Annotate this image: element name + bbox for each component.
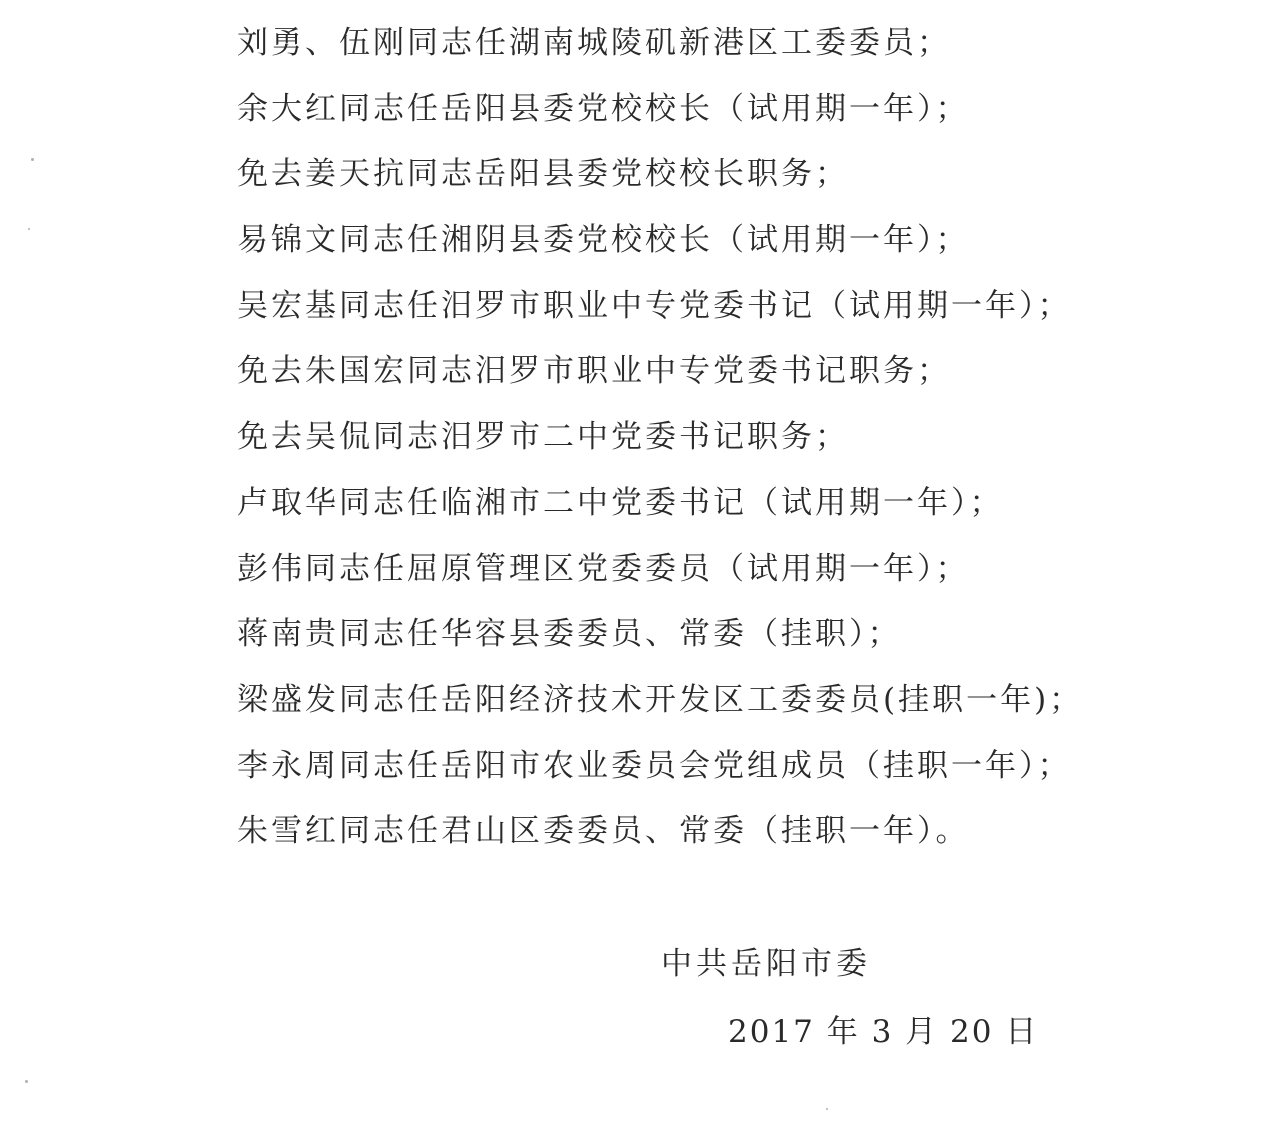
appointment-line: 朱雪红同志任君山区委委员、常委（挂职一年）。 [237,813,970,850]
appointment-line: 刘勇、伍刚同志任湖南城陵矶新港区工委委员； [237,25,951,61]
appointment-line: 免去吴侃同志汨罗市二中党委书记职务； [237,419,849,456]
appointment-line: 免去朱国宏同志汨罗市职业中专党委书记职务； [237,353,951,390]
scan-speck [31,158,34,161]
scan-speck [25,1080,28,1083]
appointment-line: 卢取华同志任临湘市二中党委书记（试用期一年）； [237,484,1004,521]
scan-speck [826,1108,828,1110]
appointment-line: 免去姜天抗同志岳阳县委党校校长职务； [237,156,849,193]
appointment-line: 蒋南贵同志任华容县委委员、常委（挂职）； [237,616,902,653]
appointment-line: 彭伟同志任屈原管理区党委委员（试用期一年）； [237,550,970,587]
signature-date: 2017 年 3 月 20 日 [728,1014,1039,1050]
scan-speck [28,228,30,230]
appointment-line: 易锦文同志任湘阴县委党校校长（试用期一年）； [237,222,970,259]
appointment-line: 李永周同志任岳阳市农业委员会党组成员（挂职一年）； [237,747,1072,784]
appointment-line: 吴宏基同志任汨罗市职业中专党委书记（试用期一年）； [237,287,1072,324]
appointment-line: 梁盛发同志任岳阳经济技术开发区工委委员(挂职一年)； [237,681,1084,718]
appointment-line: 余大红同志任岳阳县委党校校长（试用期一年）； [237,90,970,127]
signature-organization: 中共岳阳市委 [661,946,871,982]
appointment-list [237,18,1083,872]
